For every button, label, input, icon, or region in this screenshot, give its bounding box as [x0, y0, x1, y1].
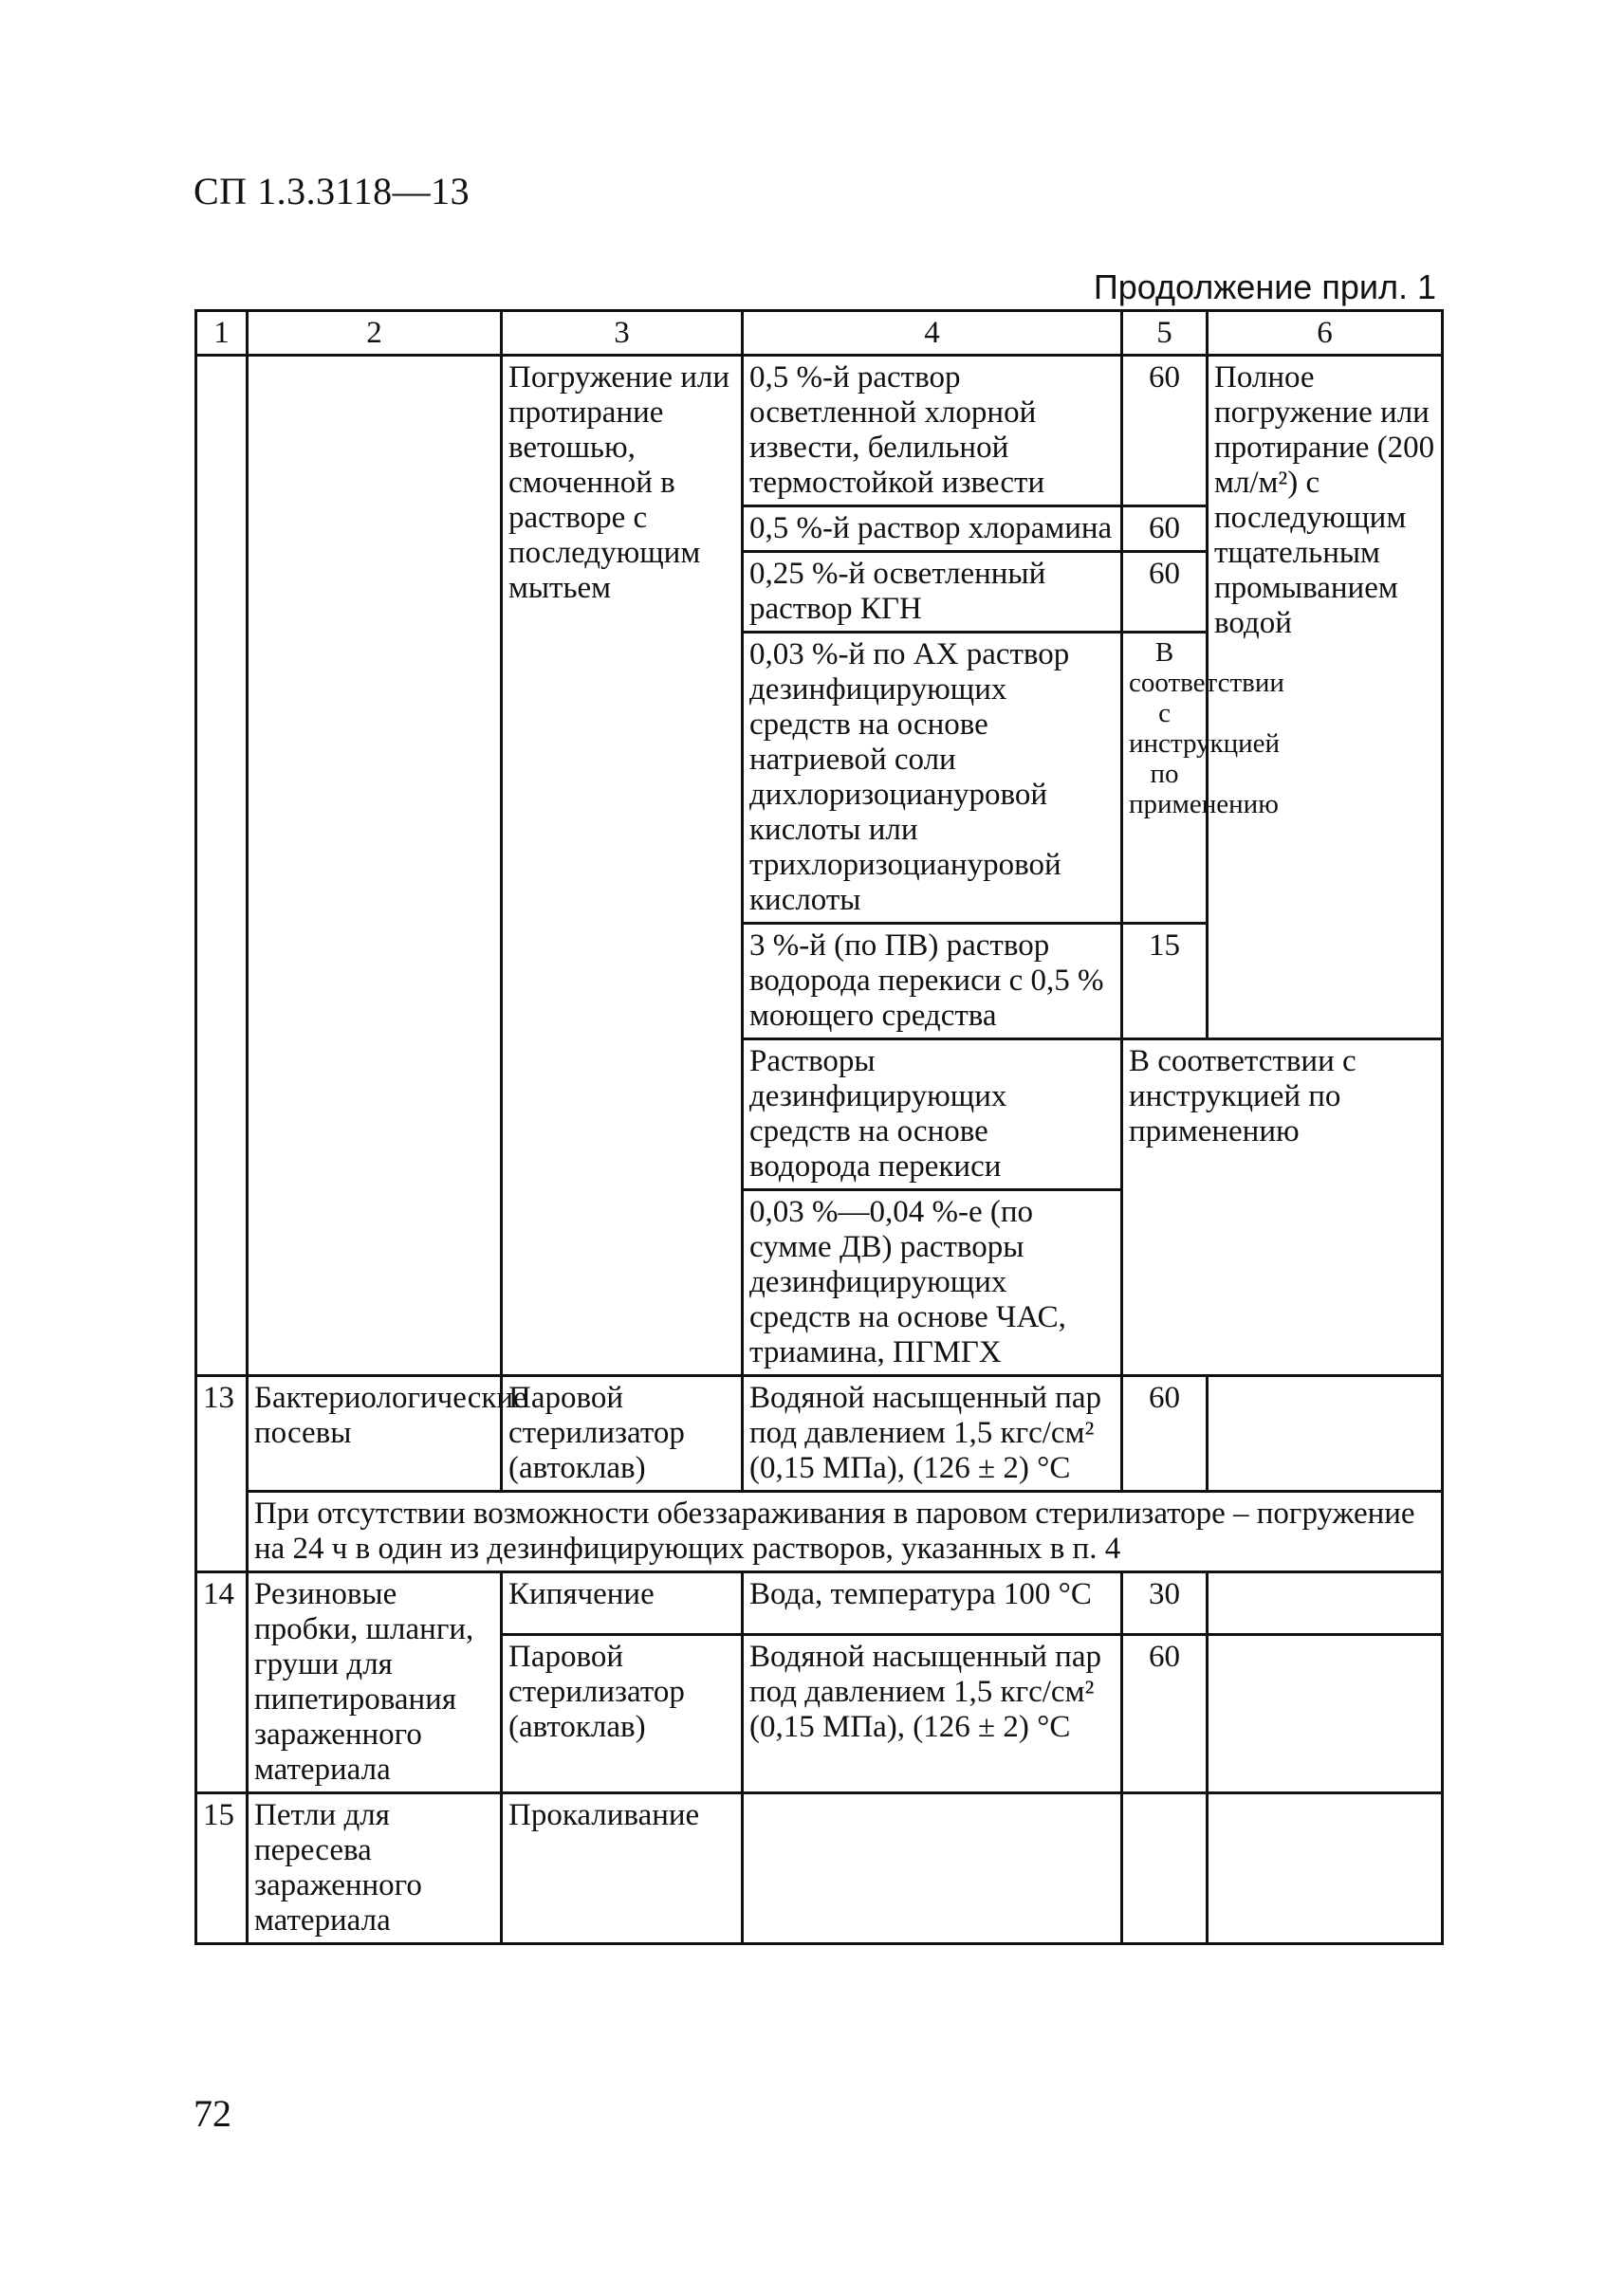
col-number: 5 — [1122, 311, 1208, 356]
agent-cell: Водяной насыщенный пар под давлением 1,5 кгс/см² (0,15 МПа), (126 ± 2) °С — [743, 1376, 1122, 1492]
notes-cell: Полное погружение или протирание (200 мл/м²) с последующим тщательным промыванием водой — [1208, 356, 1443, 1039]
time-cell: В соответствии с инструкцией по применению — [1122, 633, 1208, 924]
continuation-label: Продолжение прил. 1 — [1093, 267, 1436, 306]
object-cell: Резиновые пробки, шланги, груши для пипетирования зараженного материала — [248, 1572, 502, 1793]
method-cell: Паровой стерилизатор (автоклав) — [502, 1634, 743, 1792]
table-row — [196, 1572, 1443, 1635]
object-cell: Петли для пересева зараженного материала — [248, 1793, 502, 1944]
agent-cell: Водяной насыщенный пар под давлением 1,5 кгс/см² (0,15 МПа), (126 ± 2) °С — [743, 1634, 1122, 1792]
row-13-note: При отсутствии возможности обеззараживания в паровом стерилизаторе – погружение на 24 ч в один из дезинфицирующих растворов, указанных в п. 4 — [248, 1492, 1443, 1572]
notes-cell — [1208, 1572, 1443, 1635]
agent-cell: 3 %-й (по ПВ) раствор водорода перекиси с 0,5 % моющего средства — [743, 924, 1122, 1039]
agent-cell: 0,5 %-й раствор осветленной хлорной извести, белильной термостойкой извести — [743, 356, 1122, 506]
row-number-cell: 13 — [196, 1376, 248, 1572]
time-cell: 60 — [1122, 356, 1208, 506]
disinfection-table — [194, 309, 1444, 1945]
col-number: 2 — [248, 311, 502, 356]
time-notes-merged-cell: В соответствии с инструкцией по применению — [1122, 1039, 1443, 1376]
agent-cell: Растворы дезинфицирующих средств на основе водорода перекиси — [743, 1039, 1122, 1190]
time-cell: 15 — [1122, 924, 1208, 1039]
time-cell — [1122, 1793, 1208, 1944]
notes-cell — [1208, 1376, 1443, 1492]
table-row — [196, 1492, 1443, 1572]
row-number-cell: 14 — [196, 1572, 248, 1793]
document-code: СП 1.3.3118—13 — [194, 170, 471, 212]
agent-cell: 0,03 %—0,04 %-е (по сумме ДВ) растворы дезинфицирующих средств на основе ЧАС, триамина, ПГМГХ — [743, 1190, 1122, 1376]
row-number-cell — [196, 356, 248, 1376]
agent-cell — [743, 1793, 1122, 1944]
time-cell: 30 — [1122, 1572, 1208, 1635]
time-cell: 60 — [1122, 1634, 1208, 1792]
method-cell: Прокаливание — [502, 1793, 743, 1944]
time-cell: 60 — [1122, 552, 1208, 633]
table-row — [196, 1793, 1443, 1944]
page-number: 72 — [194, 2092, 231, 2135]
column-number-row — [196, 311, 1443, 356]
agent-cell: 0,5 %-й раствор хлорамина — [743, 506, 1122, 552]
col-number: 6 — [1208, 311, 1443, 356]
notes-cell — [1208, 1634, 1443, 1792]
agent-cell: 0,25 %-й осветленный раствор КГН — [743, 552, 1122, 633]
table-row — [196, 1376, 1443, 1492]
method-cell: Кипячение — [502, 1572, 743, 1635]
object-cell — [248, 356, 502, 1376]
method-cell: Погружение или протирание ветошью, смоченной в растворе с последующим мытьем — [502, 356, 743, 1376]
col-number: 1 — [196, 311, 248, 356]
agent-cell: 0,03 %-й по АХ раствор дезинфицирующих средств на основе натриевой соли дихлоризоциануровой кислоты или трихлоризоциануровой кислоты — [743, 633, 1122, 924]
method-cell: Паровой стерилизатор (автоклав) — [502, 1376, 743, 1492]
row-number-cell: 15 — [196, 1793, 248, 1944]
time-cell: 60 — [1122, 1376, 1208, 1492]
notes-cell — [1208, 1793, 1443, 1944]
object-cell: Бактериологические посевы — [248, 1376, 502, 1492]
time-cell: 60 — [1122, 506, 1208, 552]
table-row — [196, 356, 1443, 506]
col-number: 4 — [743, 311, 1122, 356]
agent-cell: Вода, температура 100 °С — [743, 1572, 1122, 1635]
col-number: 3 — [502, 311, 743, 356]
